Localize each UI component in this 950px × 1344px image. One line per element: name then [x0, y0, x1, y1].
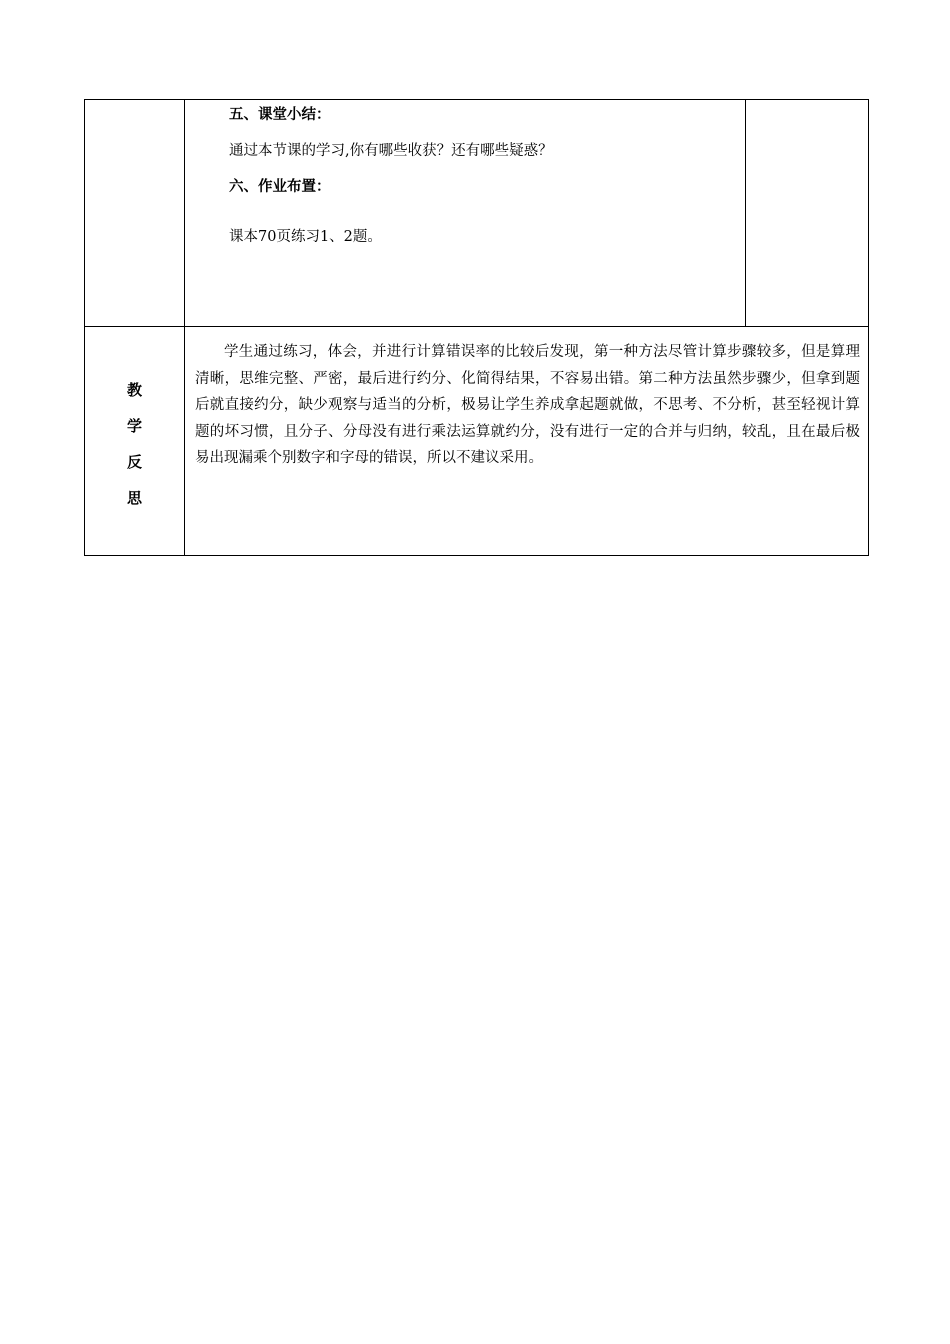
reflection-label-char: 思	[126, 489, 142, 507]
reflection-label-char: 反	[126, 453, 142, 471]
reflection-label-cell	[85, 327, 185, 556]
notes-empty-cell	[746, 100, 869, 327]
table-row	[85, 100, 869, 327]
reflection-label-char: 教	[126, 381, 142, 399]
lesson-plan-table	[84, 99, 869, 556]
reflection-text: 学生通过练习，体会，并进行计算错误率的比较后发现，第一种方法尽管计算步骤较多，但是算理清晰，思维完整、严密，最后进行约分、化简得结果，不容易出错。第二种方法虽然步骤少，但拿到题后就直接约分，缺少观察与适当的分析，极易让学生养成拿起题就做，不思考、不分析，甚至轻视计算题的坏习惯，且分子、分母没有进行乘法运算就约分，没有进行一定的合并与归纳，较乱，且在最后极易出现漏乘个别数字和字母的错误，所以不建议采用。	[195, 344, 860, 466]
reflection-label-char: 学	[126, 417, 142, 435]
lesson-content-cell	[185, 100, 746, 327]
left-empty-cell	[85, 100, 185, 327]
summary-text: 通过本节课的学习,你有哪些收获？还有哪些疑惑？	[229, 143, 553, 159]
homework-text: 课本70页练习1、2题。	[229, 229, 382, 245]
homework-heading: 六、作业布置：	[229, 179, 331, 195]
summary-heading: 五、课堂小结：	[229, 107, 331, 123]
reflection-content-cell	[185, 327, 869, 556]
table-row	[85, 327, 869, 556]
